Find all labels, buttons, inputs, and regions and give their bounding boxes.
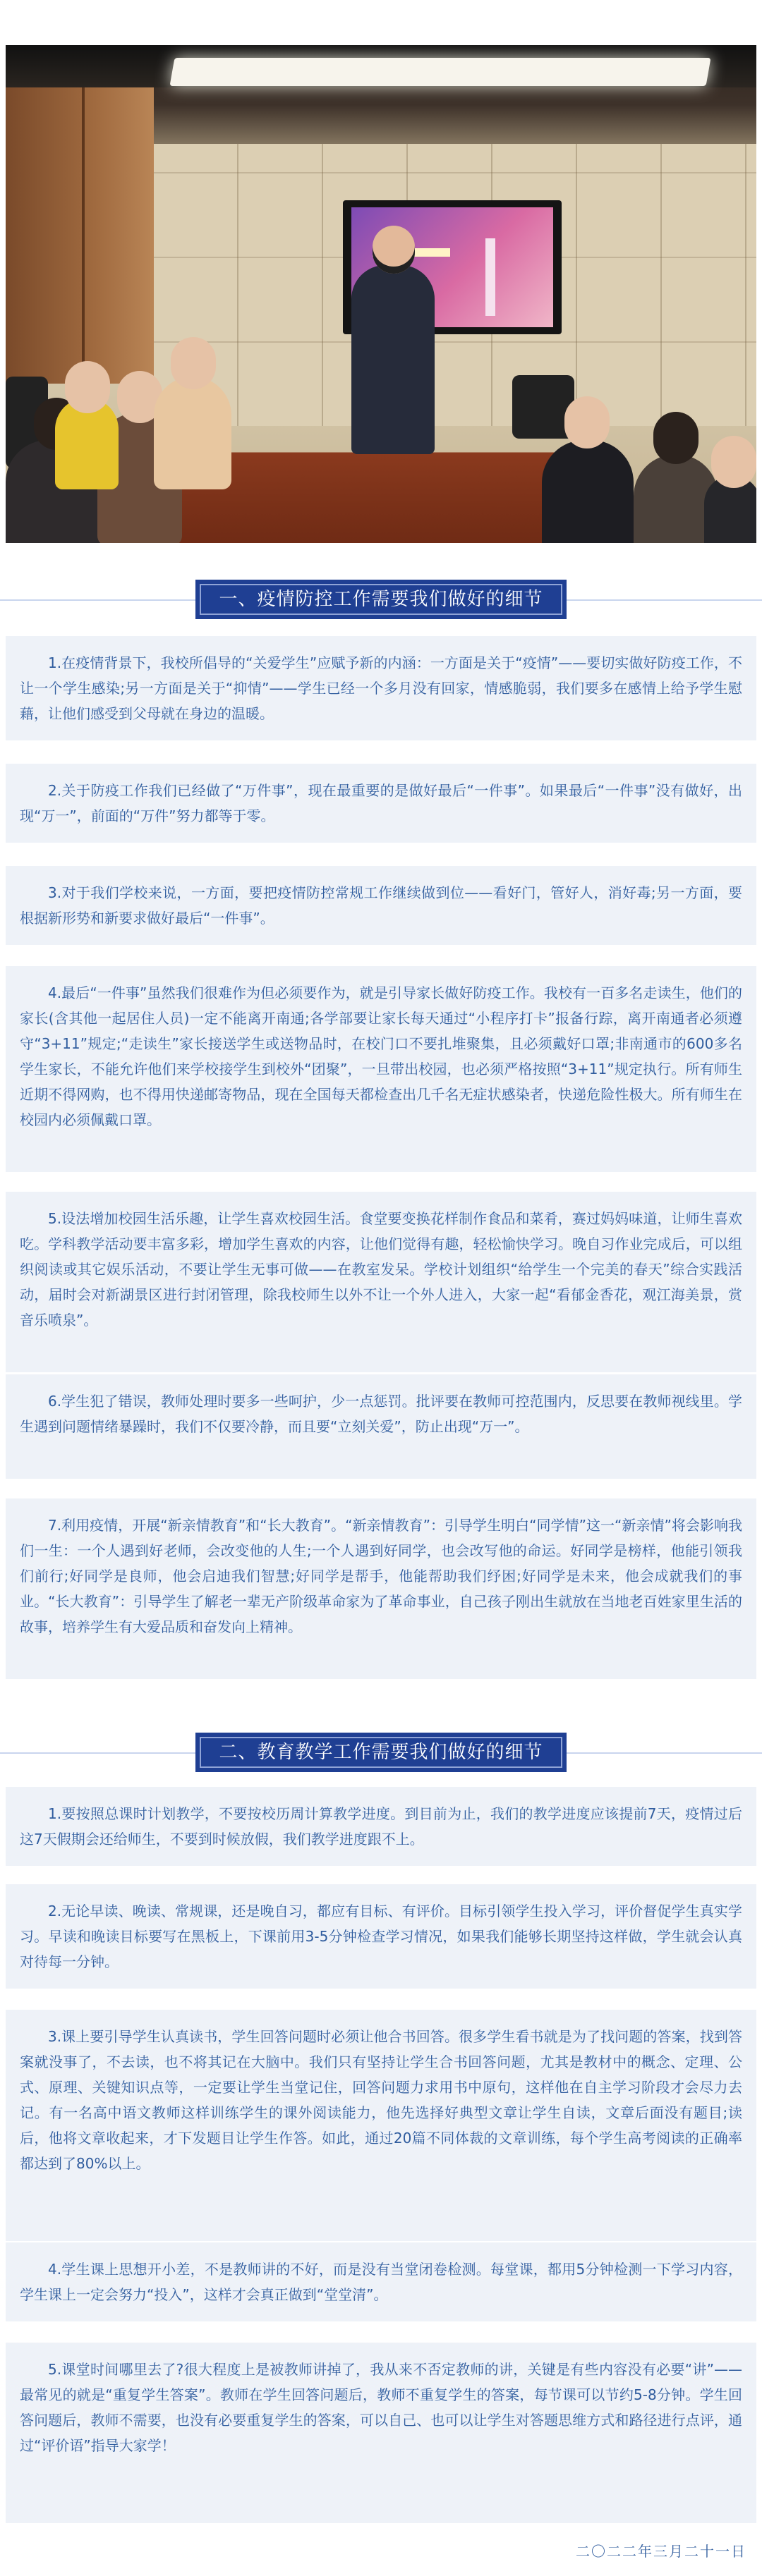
- paragraph-card: 3.对于我们学校来说，一方面，要把疫情防控常规工作继续做到位——看好门，管好人，消好毒;另一方面，要根据新形势和新要求做好最后“一件事”。: [6, 866, 756, 945]
- paragraph-card: 2.关于防疫工作我们已经做了“万件事”，现在最重要的是做好最后“一件事”。如果最后“一件事”没有做好，出现“万一”，前面的“万件”努力都等于零。: [6, 764, 756, 843]
- article-date: 二〇二二年三月二十一日: [576, 2543, 746, 2560]
- paragraph-card: 4.学生课上思想开小差，不是教师讲的不好，而是没有当堂闭卷检测。每堂课，都用5分钟检测一下学习内容，学生课上一定会努力“投入”，这样才会真正做到“堂堂清”。: [6, 2242, 756, 2321]
- attendee: [55, 398, 119, 489]
- section-heading: [0, 580, 762, 619]
- paragraph-card: 7.利用疫情，开展“新亲情教育”和“长大教育”。“新亲情教育”：引导学生明白“同学情”这一“新亲情”将会影响我们一生：一个人遇到好老师，会改变他的人生;一个人遇到好同学，也会改写他的命运。好同学是榜样，他能引领我们前行;好同学是良师，他会启迪我们智慧;好同学是帮手，他能帮助我们纾困;好同学是未来，他会成就我们的事业。“长大教育”：引导学生了解老一辈无产阶级革命家为了革命事业，自己孩子刚出生就放在当地老百姓家里生活的故事，培养学生有大爱品质和奋发向上精神。: [6, 1498, 756, 1679]
- section-title-2: 二、教育教学工作需要我们做好的细节: [195, 1733, 566, 1772]
- section-heading: [0, 1733, 762, 1772]
- attendee: [154, 377, 231, 489]
- attendee: [542, 440, 634, 543]
- paragraph-card: 4.最后“一件事”虽然我们很难作为但必须要作为，就是引导家长做好防疫工作。我校有一百多名走读生，他们的家长(含其他一起居住人员)一定不能离开南通;各学部要让家长每天通过“小程序打卡”报备行踪，离开南通者必须遵守“3+11”规定;“走读生”家长接送学生或送物品时，在校门口不要扎堆聚集，且必须戴好口罩;非南通市的600多名学生家长，不能允许他们来学校接学生到校外“团聚”，一旦带出校园，也必须严格按照“3+11”规定执行。所有师生近期不得网购，也不得用快递邮寄物品，现在全国每天都检查出几千名无症状感染者，快递危险性极大。所有师生在校园内必须佩戴口罩。: [6, 966, 756, 1172]
- meeting-photo: [6, 45, 756, 543]
- paragraph-card: 5.设法增加校园生活乐趣，让学生喜欢校园生活。食堂要变换花样制作食品和菜肴，赛过妈妈味道，让师生喜欢吃。学科教学活动要丰富多彩，增加学生喜欢的内容，让他们觉得有趣，轻松愉快学习。晚自习作业完成后，可以组织阅读或其它娱乐活动，不要让学生无事可做——在教室发呆。学校计划组织“给学生一个完美的春天”综合实践活动，届时会对新湖景区进行封闭管理，除我校师生以外不让一个外人进入，大家一起“看郁金香花，观江海美景，赏音乐喷泉”。: [6, 1192, 756, 1372]
- paragraph-card: 3.课上要引导学生认真读书，学生回答问题时必须让他合书回答。很多学生看书就是为了找问题的答案，找到答案就没事了，不去读，也不将其记在大脑中。我们只有坚持让学生合书回答问题，尤其是教材中的概念、定理、公式、原理、关键知识点等，一定要让学生当堂记住，回答问题力求用书中原句，这样他在自主学习阶段才会尽力去记。有一名高中语文教师这样训练学生的课外阅读能力，他先选择好典型文章让学生自读，文章后面没有题目;读后，他将文章收起来，才下发题目让学生作答。如此，通过20篇不同体裁的文章训练，每个学生高考阅读的正确率都达到了80%以上。: [6, 2010, 756, 2241]
- paragraph-card: 1.在疫情背景下，我校所倡导的“关爱学生”应赋予新的内涵：一方面是关于“疫情”——要切实做好防疫工作，不让一个学生感染;另一方面是关于“抑情”——学生已经一个多月没有回家，情感脆弱，我们要多在感情上给予学生慰藉，让他们感受到父母就在身边的温暖。: [6, 636, 756, 740]
- paragraph-card: 5.课堂时间哪里去了?很大程度上是被教师讲掉了，我从来不否定教师的讲，关键是有些内容没有必要“讲”——最常见的就是“重复学生答案”。教师在学生回答问题后，教师不重复学生的答案，每节课可以节约5-8分钟。学生回答问题后，教师不需要，也没有必要重复学生的答案，可以自己、也可以让学生对答题思维方式和路径进行点评，通过“评价语”指导大家学！: [6, 2343, 756, 2523]
- section-title-1: 一、疫情防控工作需要我们做好的细节: [195, 580, 566, 619]
- paragraph-card: 6.学生犯了错误，教师处理时要多一些呵护，少一点惩罚。批评要在教师可控范围内，反思要在教师视线里。学生遇到问题情绪暴躁时，我们不仅要冷静，而且要“立刻关爱”，防止出现“万一”。: [6, 1374, 756, 1479]
- paragraph-card: 2.无论早读、晚读、常规课，还是晚自习，都应有目标、有评价。目标引领学生投入学习，评价督促学生真实学习。早读和晚读目标要写在黑板上，下课前用3-5分钟检查学习情况，如果我们能够长期坚持这样做，学生就会认真对待每一分钟。: [6, 1884, 756, 1989]
- speaker-figure: [351, 265, 435, 454]
- attendee: [704, 475, 756, 543]
- wood-door-panel: [6, 87, 154, 384]
- paragraph-card: 1.要按照总课时计划教学，不要按校历周计算教学进度。到目前为止，我们的教学进度应该提前7天，疫情过后这7天假期会还给师生，不要到时候放假，我们教学进度跟不上。: [6, 1787, 756, 1866]
- ceiling-light: [169, 58, 710, 86]
